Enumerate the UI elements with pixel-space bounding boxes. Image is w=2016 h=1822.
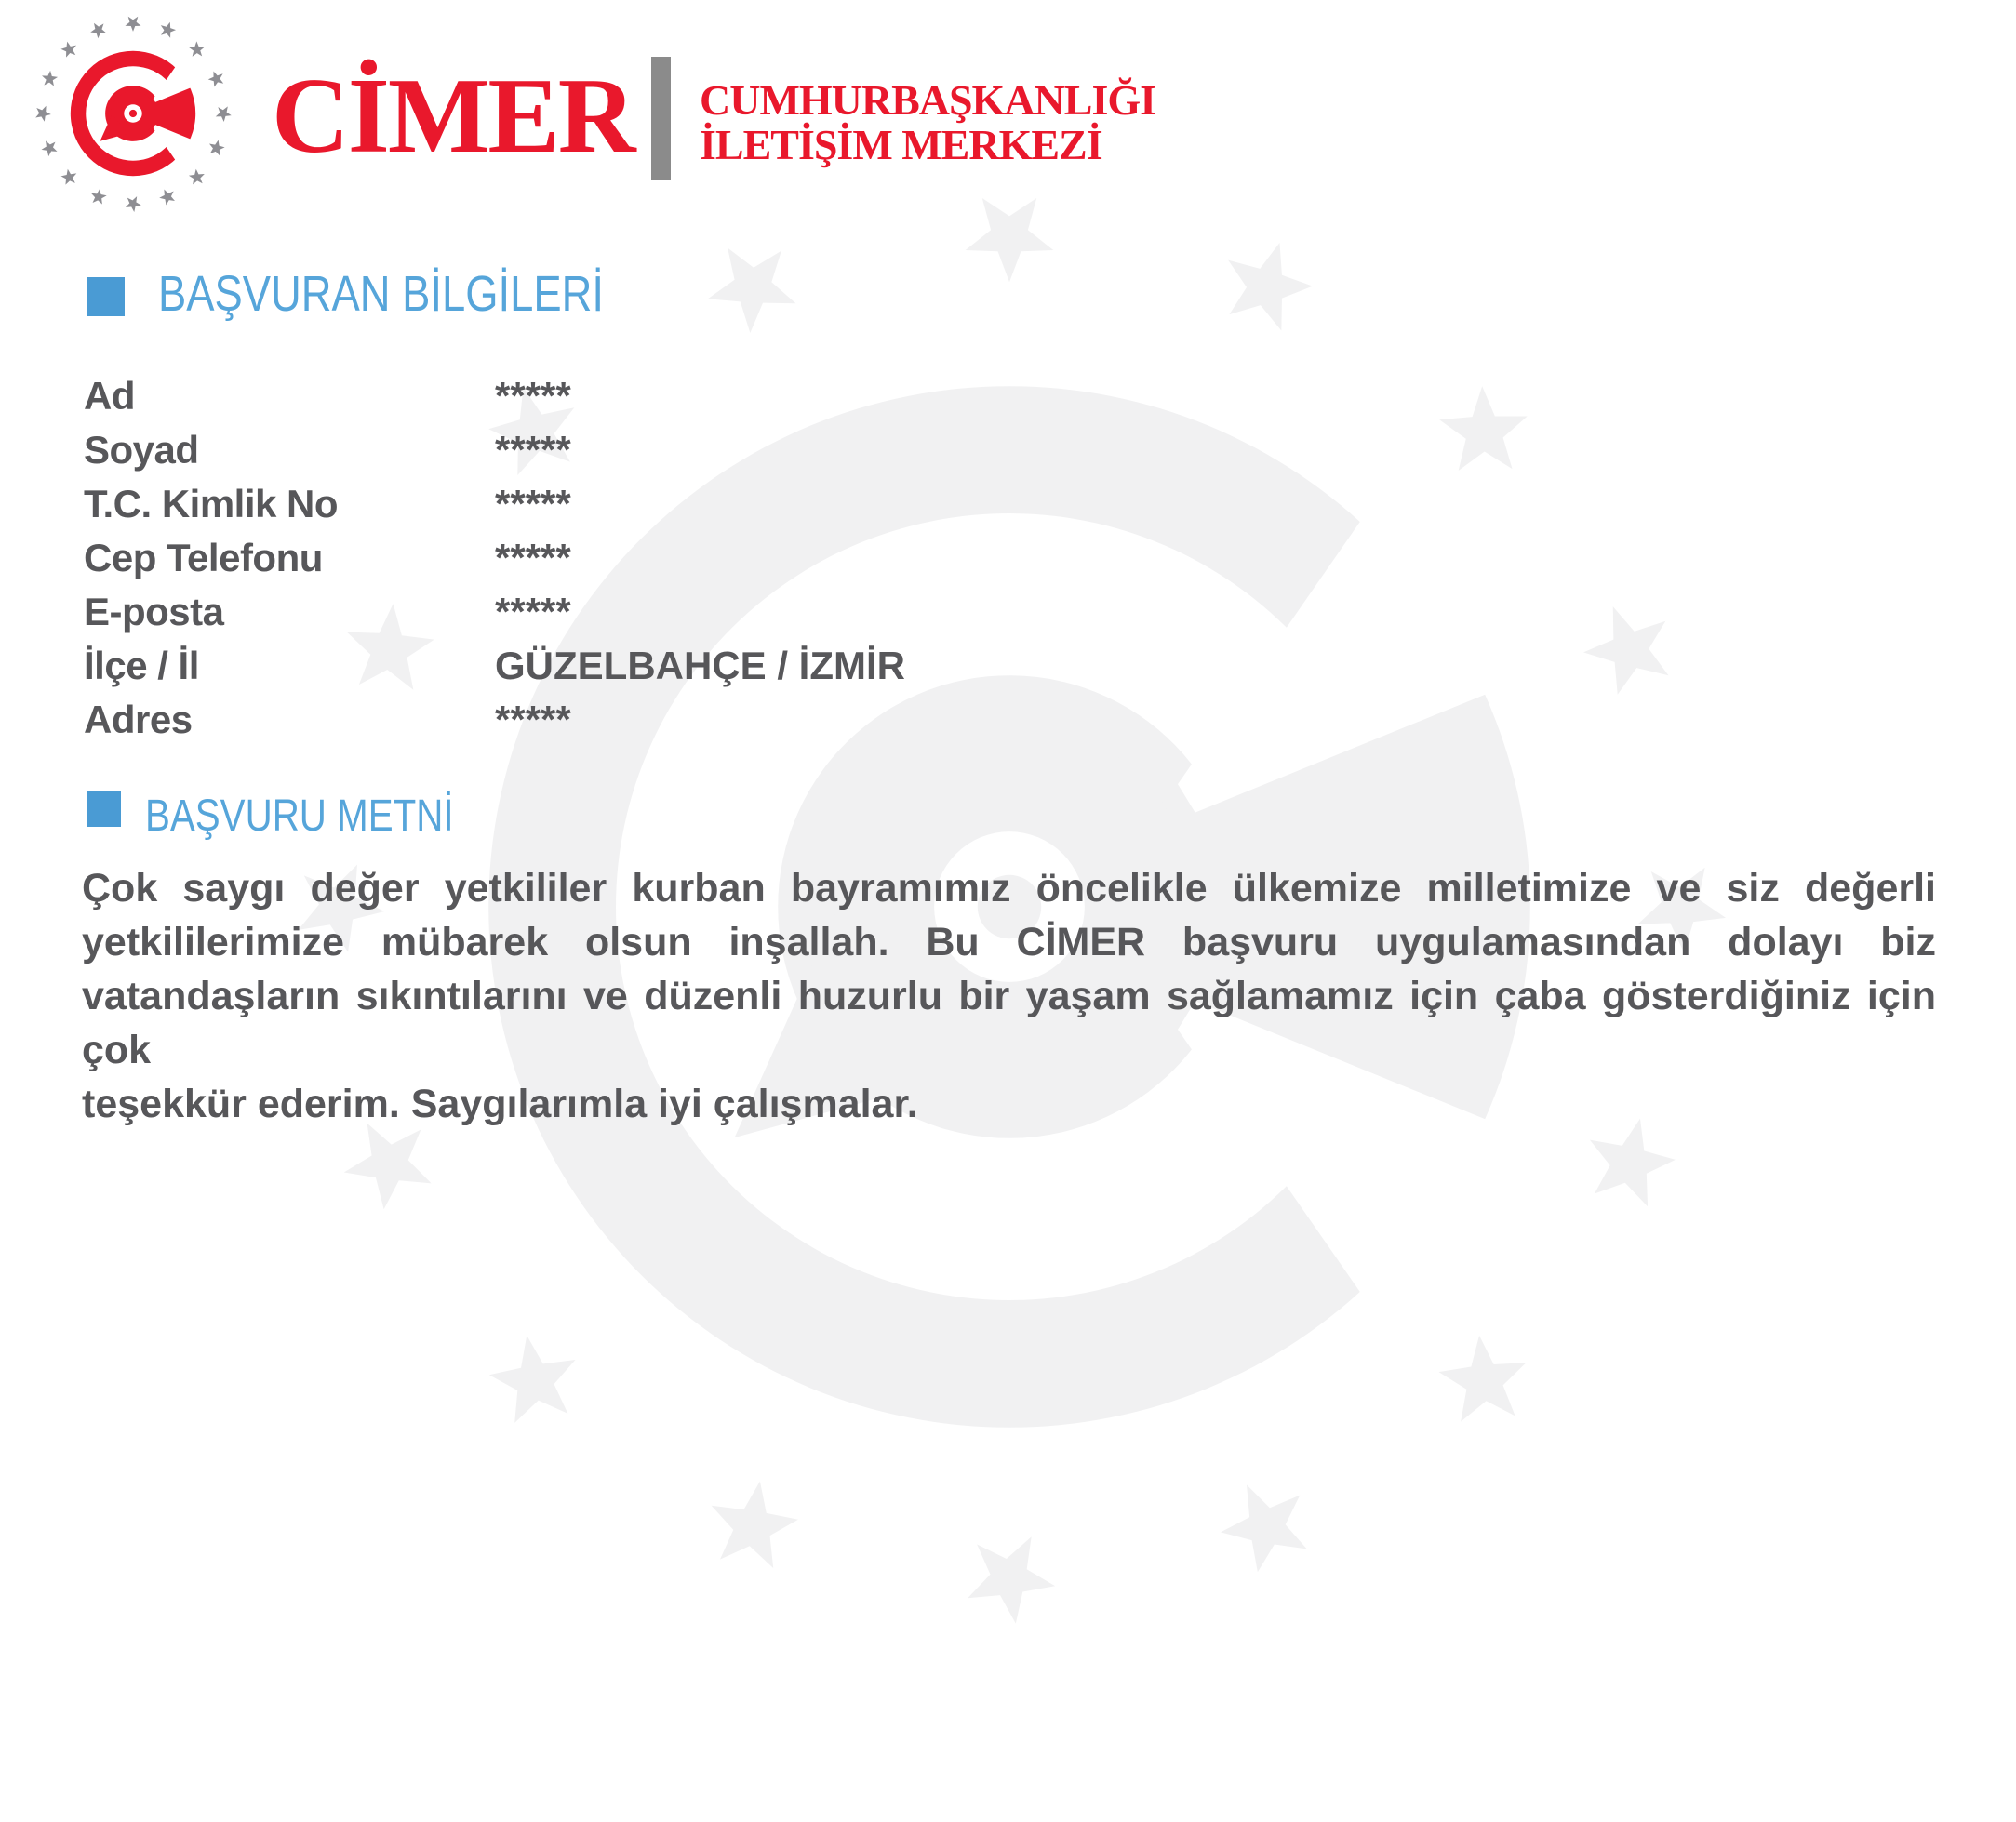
cimer-logo-icon [29, 9, 237, 218]
org-name-line2: İLETİŞİM MERKEZİ [700, 121, 1102, 168]
section-bullet-applicant [87, 277, 125, 316]
section-bullet-application-text [87, 791, 121, 827]
field-label: Ad [84, 374, 135, 418]
field-label: E-posta [84, 590, 224, 633]
field-value: ***** [495, 536, 571, 579]
application-text-line: Çok saygı değer yetkililer kurban bayramımız öncelikle ülkemize milletimize ve siz değerli [82, 866, 1936, 911]
application-text [82, 861, 1936, 1131]
section-title-application-text: BAŞVURU METNİ [145, 791, 454, 841]
field-row-ad [84, 369, 1386, 423]
header-divider [651, 57, 671, 180]
header [0, 0, 2016, 223]
application-text-line: vatandaşların sıkıntılarını ve düzenli huzurlu bir yaşam sağlamamız için çaba gösterdiğiniz için çok [82, 974, 1936, 1072]
field-value: ***** [495, 374, 571, 418]
field-value: ***** [495, 482, 571, 525]
field-row-eposta [84, 585, 1386, 639]
field-label: Adres [84, 698, 193, 741]
brand-wordmark: CİMER [272, 57, 634, 176]
application-text-line: yetkililerimize mübarek olsun inşallah. Bu CİMER başvuru uygulamasından dolayı biz [82, 920, 1936, 964]
field-row-cep-telefonu [84, 531, 1386, 585]
application-text-line: teşekkür ederim. Saygılarımla iyi çalışmalar. [82, 1082, 918, 1126]
field-value: ***** [495, 590, 571, 633]
field-row-tc-kimlik-no [84, 477, 1386, 531]
field-value: ***** [495, 428, 571, 472]
field-value: ***** [495, 698, 571, 741]
org-name-line1: CUMHURBAŞKANLIĞI [700, 76, 1156, 124]
field-label: T.C. Kimlik No [84, 482, 339, 525]
field-label: Cep Telefonu [84, 536, 323, 579]
section-title-applicant: BAŞVURAN BİLGİLERİ [158, 266, 604, 322]
field-label: Soyad [84, 428, 199, 472]
field-row-soyad [84, 423, 1386, 477]
field-row-adres [84, 693, 1386, 747]
field-value: GÜZELBAHÇE / İZMİR [495, 644, 905, 687]
field-label: İlçe / İl [84, 644, 199, 687]
applicant-fields [84, 369, 1386, 747]
field-row-ilce-il [84, 639, 1386, 693]
